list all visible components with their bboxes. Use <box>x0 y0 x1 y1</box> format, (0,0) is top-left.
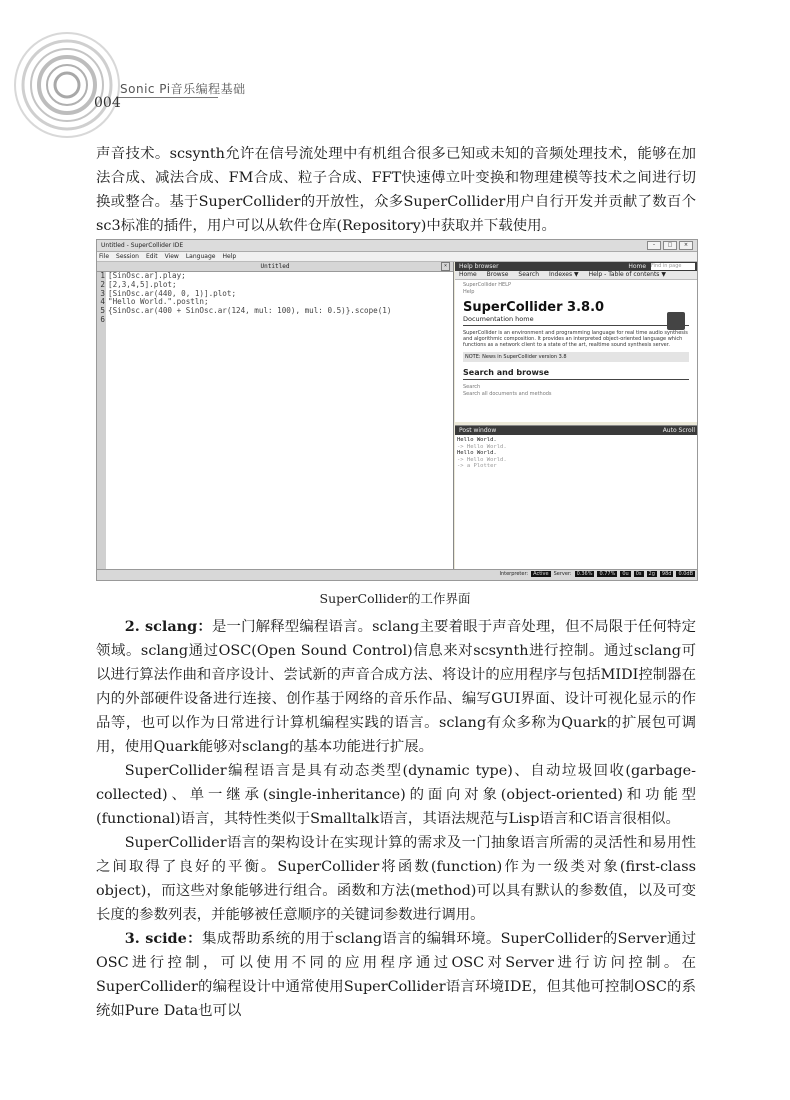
help-nav-browse[interactable]: Browse <box>486 271 509 278</box>
help-browser <box>455 262 697 422</box>
minimize-icon[interactable]: – <box>647 241 661 250</box>
post-output <box>455 435 697 472</box>
code-line: [SinOsc.ar(440, 0, 1)].plot; <box>108 288 237 298</box>
body-paragraphs <box>96 615 696 1023</box>
editor-tab-label: Untitled <box>260 263 290 270</box>
help-nav <box>455 271 697 280</box>
auto-scroll-toggle[interactable]: Auto Scroll <box>662 427 695 434</box>
line-number: 4 <box>100 297 105 307</box>
help-nav-home[interactable]: Home <box>459 271 477 278</box>
help-browser-header <box>455 262 697 271</box>
help-breadcrumb-2: Help <box>463 289 475 295</box>
running-title: Sonic Pi音乐编程基础 <box>120 82 246 96</box>
page-number: 004 <box>94 95 121 111</box>
code-line: [SinOsc.ar].play; <box>108 271 186 280</box>
server-groups[interactable]: 2g <box>648 571 655 577</box>
interpreter-label: Interpreter: <box>499 571 529 577</box>
code-line: "Hello World.".postln; <box>108 297 209 307</box>
figure-caption: SuperCollider的工作界面 <box>319 591 471 606</box>
find-in-page-input[interactable]: Find in page <box>651 263 695 270</box>
decorative-rings-icon <box>12 30 122 140</box>
server-label: Server: <box>553 571 572 577</box>
window-titlebar <box>97 240 697 252</box>
line-number: 5 <box>100 306 105 316</box>
help-breadcrumb[interactable]: SuperCollider HELP <box>463 282 511 288</box>
post-line: -> a Plotter <box>457 463 497 469</box>
line-number: 3 <box>100 288 105 298</box>
post-line: -> Hello World. <box>457 443 507 450</box>
intro-text: 声音技术。scsynth允许在信号流处理中有机组合很多已知或未知的音频处理技术，能够在加法合成、减法合成、FM合成、粒子合成、FFT快速傅立叶变换和物理建模等技术之间进行切换或整合。基于SuperCollider的开放性，众多SuperCollider用户自行开发并贡献了数百个sc3标准的插件，用户可以从软件仓库(Repository)中获取并下载使用。 <box>96 146 696 234</box>
tab-close-icon[interactable]: × <box>441 262 450 271</box>
paragraph-text: SuperCollider语言的架构设计在实现计算的需求及一门抽象语言所需的灵活性和易用性之间取得了良好的平衡。SuperCollider将函数(function)作为一级类对象(first-class object)，而这些对象能够进行组合。函数和方法(method)可以具有默认的参数值，以及可变长度的参数列表，并能够被任意顺序的关键词参数进行调用。 <box>96 835 696 923</box>
interpreter-state[interactable]: Active <box>533 571 549 577</box>
supercollider-logo-icon <box>667 312 685 330</box>
paragraph-language-design <box>96 831 696 927</box>
code-text[interactable] <box>108 272 391 316</box>
status-bar <box>97 569 697 580</box>
help-search-link[interactable]: Search <box>463 384 481 390</box>
help-browser-title: Help browser <box>459 263 499 270</box>
help-content <box>455 280 697 400</box>
server-cpu-peak[interactable]: 0.77% <box>599 571 616 577</box>
help-nav-indexes[interactable]: Indexes ▼ <box>548 271 579 278</box>
screenshot-figure <box>96 239 698 581</box>
help-search-hint: Search all documents and methods <box>463 391 552 397</box>
code-line: [2,3,4,5].plot; <box>108 279 177 289</box>
paragraph-lead: 2. sclang： <box>124 618 212 635</box>
line-number: 2 <box>100 279 105 289</box>
paragraph-scide <box>96 927 696 1023</box>
help-note[interactable]: NOTE: News in SuperCollider version 3.8 <box>463 352 689 362</box>
menu-view[interactable]: View <box>164 253 179 260</box>
code-editor[interactable] <box>97 262 454 569</box>
help-nav-search[interactable]: Search <box>518 271 540 278</box>
paragraph-text: 是一门解释型编程语言。sclang主要着眼于声音处理，但不局限于任何特定领域。sclang通过OSC(Open Sound Control)信息来对scsynth进行控制。通过sclang可以进行算法作曲和音序设计、尝试新的声音合成方法、将设计的应用程序与包括MIDI控制器在内的外部硬件设备进行连接、创作基于网络的音乐作品、编写GUI界面、设计可视化显示的作品等，也可以作为日常进行计算机编程实践的语言。sclang有众多称为Quark的扩展包可调用，使用Quark能够对sclang的基本功能进行扩展。 <box>96 619 697 755</box>
server-synths[interactable]: 0s <box>635 571 642 577</box>
menu-edit[interactable]: Edit <box>145 253 158 260</box>
menu-bar <box>97 252 697 262</box>
post-line: Hello World. <box>457 437 497 443</box>
line-number-gutter <box>97 272 106 569</box>
server-volume[interactable]: 0.0dB <box>678 571 693 577</box>
window-title: Untitled - SuperCollider IDE <box>101 242 184 249</box>
header-rule <box>118 97 218 98</box>
server-defs[interactable]: 98d <box>661 571 672 577</box>
post-window <box>455 425 697 570</box>
post-window-header <box>455 426 697 435</box>
help-home-button[interactable]: Home <box>628 263 647 270</box>
help-subheading: Documentation home <box>463 315 689 326</box>
line-number: 1 <box>100 271 105 280</box>
menu-language[interactable]: Language <box>185 253 216 260</box>
server-cpu-avg[interactable]: 0.36% <box>576 571 593 577</box>
post-line: -> Hello World. <box>457 456 507 463</box>
code-line: {SinOsc.ar(400 + SinOsc.ar(124, mul: 100), mul: 0.5)}.scope(1) <box>108 306 392 316</box>
help-nav-toc[interactable]: Help - Table of contents ▼ <box>588 271 666 278</box>
post-line: Hello World. <box>457 450 497 456</box>
menu-session[interactable]: Session <box>116 253 139 260</box>
paragraph-text: SuperCollider编程语言是具有动态类型(dynamic type)、自动垃圾回收(garbage-collected)、单一继承(single-inheritance)的面向对象(object-oriented)和功能型(functional)语言，其特性类似于Smalltalk语言，其语法规范与Lisp语言和C语言很相似。 <box>96 763 696 827</box>
help-heading: SuperCollider 3.8.0 <box>463 300 605 315</box>
help-section-heading: Search and browse <box>463 368 689 380</box>
paragraph-sclang <box>96 615 696 759</box>
paragraph-lead: 3. scide： <box>124 930 202 947</box>
paragraph-language-features <box>96 759 696 831</box>
intro-paragraph <box>96 142 696 238</box>
close-icon[interactable]: × <box>679 241 693 250</box>
post-window-title: Post window <box>459 427 497 434</box>
maximize-icon[interactable]: □ <box>663 241 677 250</box>
server-ugens[interactable]: 0u <box>622 571 629 577</box>
menu-help[interactable]: Help <box>222 253 237 260</box>
menu-file[interactable]: File <box>99 253 110 260</box>
paragraph-text: 集成帮助系统的用于sclang语言的编辑环境。SuperCollider的Server通过OSC进行控制，可以使用不同的应用程序通过OSC对Server进行访问控制。在SuperCollider的编程设计中通常使用SuperCollider语言环境IDE，但其他可控制OSC的系统如Pure Data也可以 <box>96 931 696 1019</box>
line-number: 6 <box>100 314 105 324</box>
help-description: SuperCollider is an environment and programming language for real time audio synthesis and algorithmic composition. It provides an interpreted object-oriented language which functions as a network client to a state of the art, realtime sound synthesis server. <box>463 330 688 348</box>
